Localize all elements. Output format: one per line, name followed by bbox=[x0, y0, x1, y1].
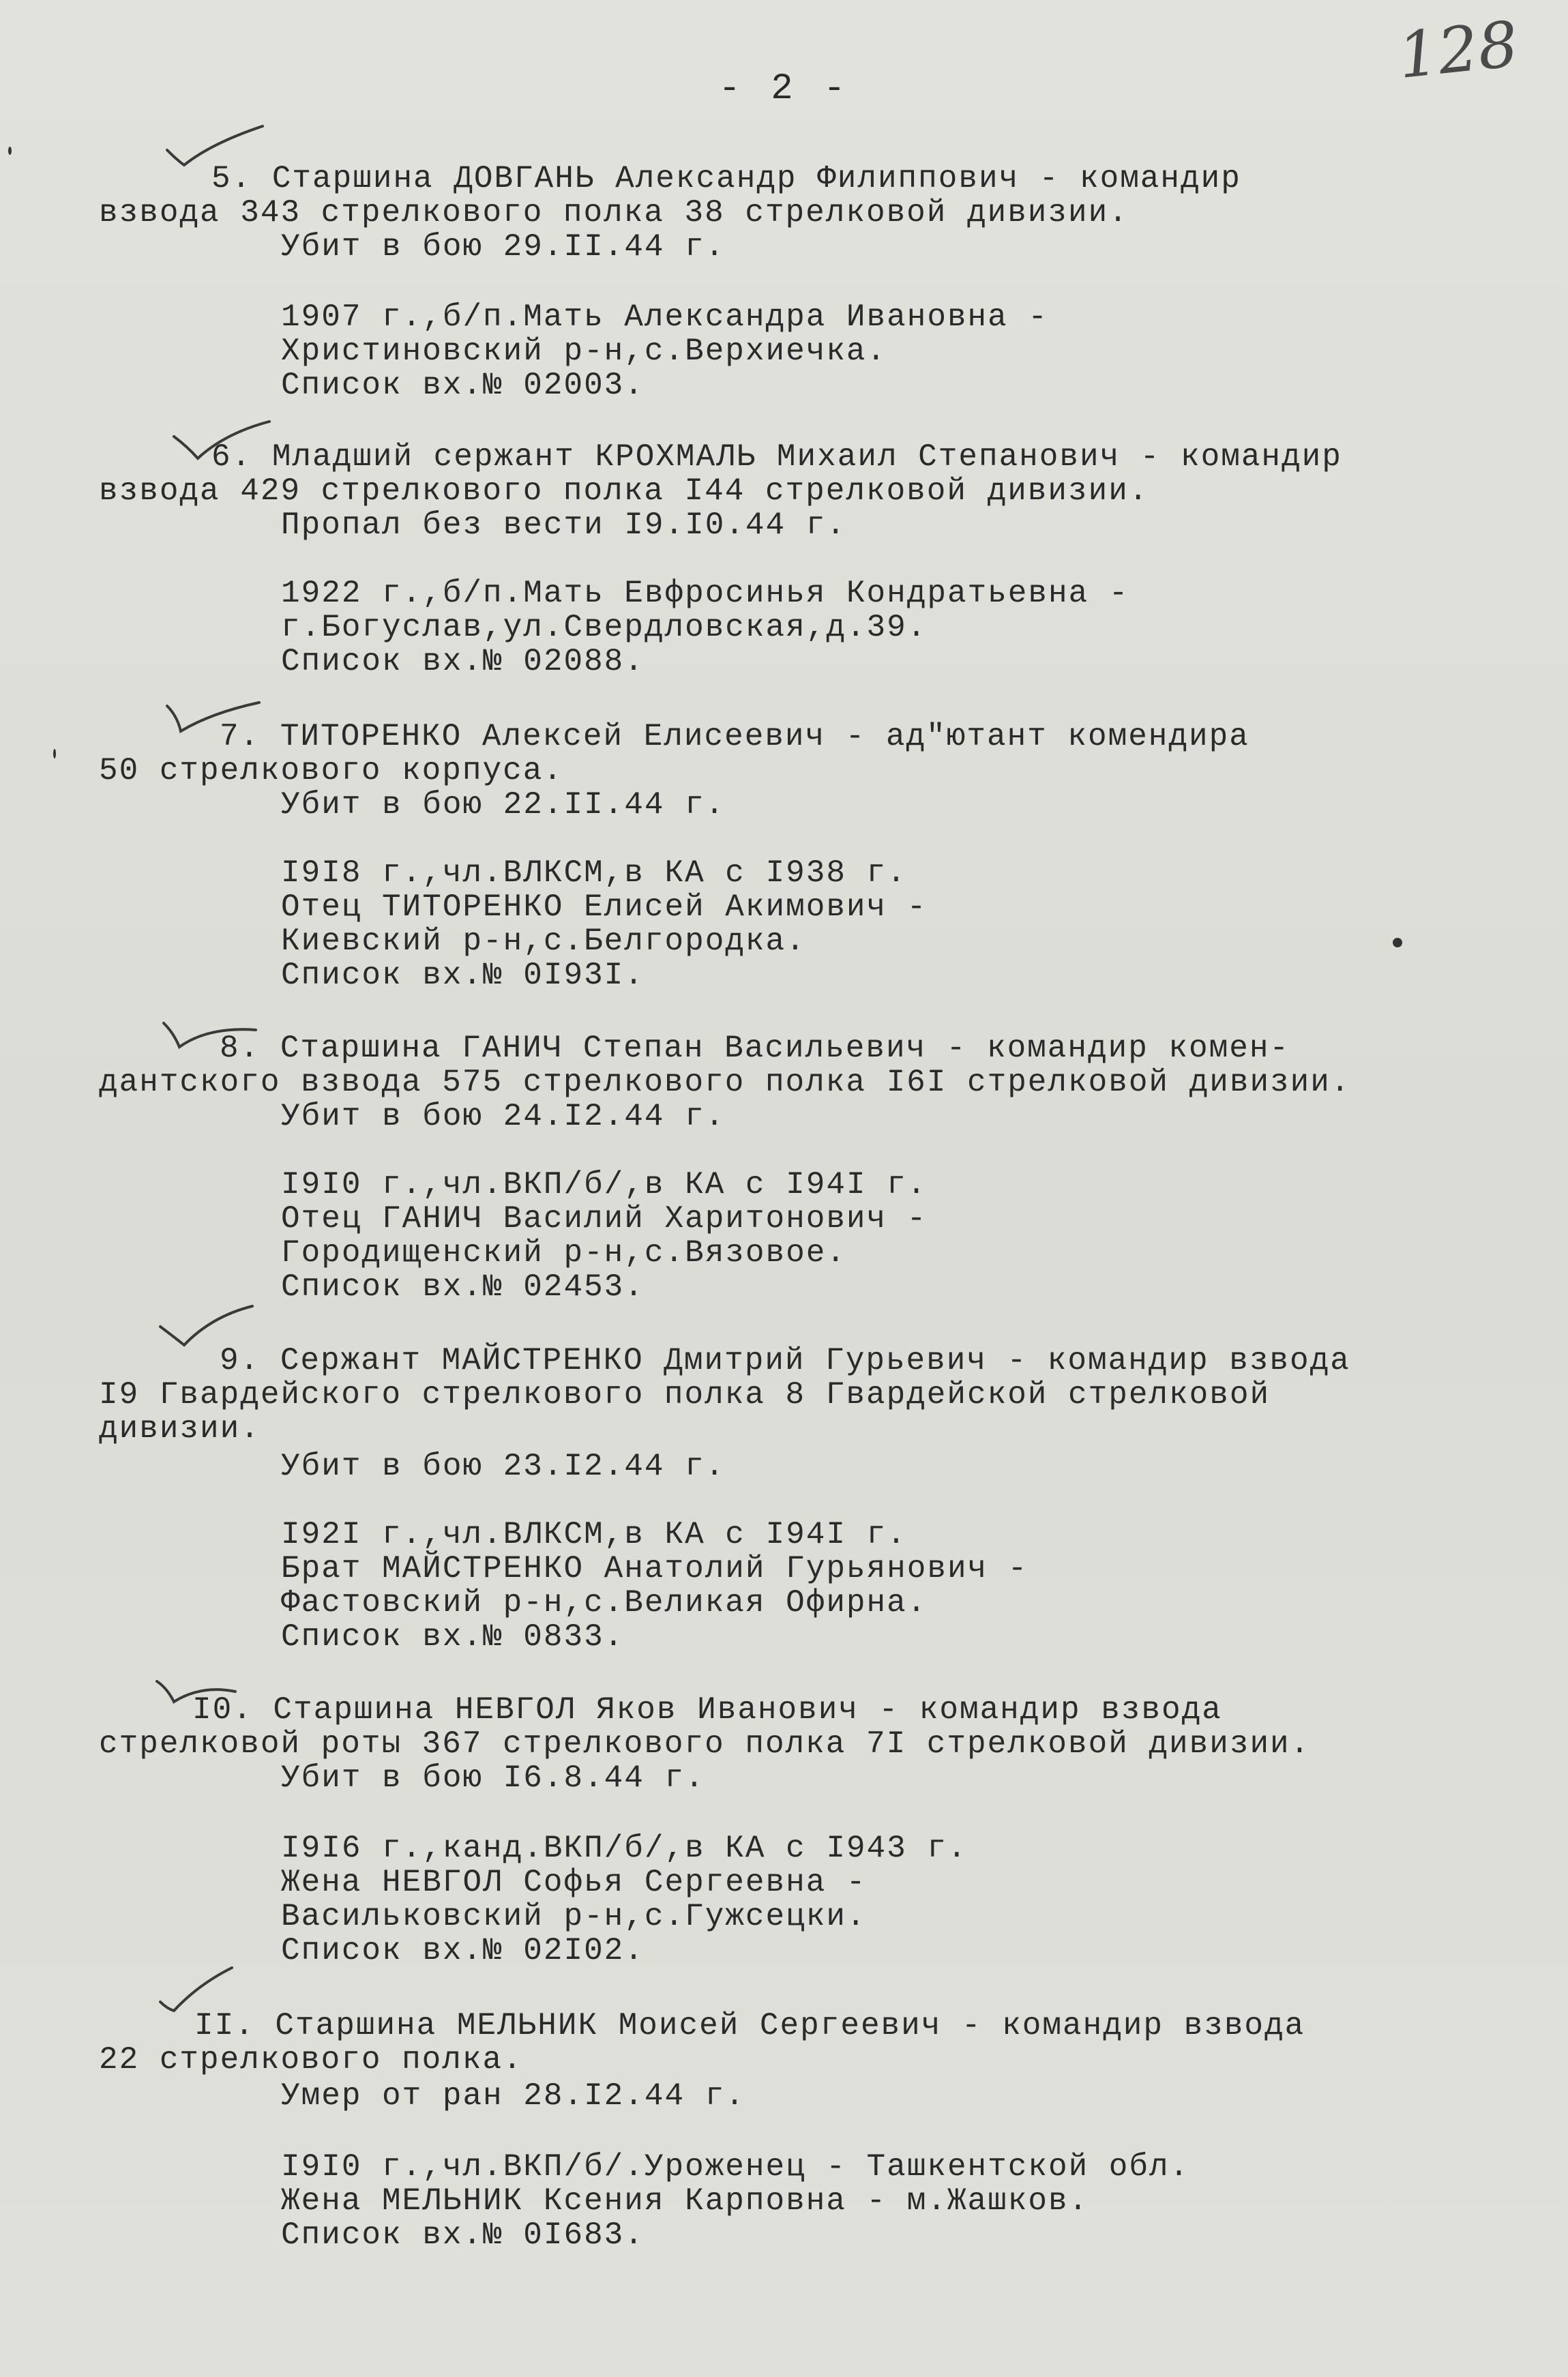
entry-status: Умер от ран 28.I2.44 г. bbox=[281, 2078, 745, 2114]
page-number: - 2 - bbox=[718, 68, 850, 110]
entry-detail: Список вх.№ 0I683. bbox=[281, 2217, 645, 2253]
entry-detail: Список вх.№ 0I93I. bbox=[281, 958, 645, 993]
entry-detail: Жена НЕВГОЛ Софья Сергеевна - bbox=[281, 1865, 867, 1900]
ink-speck bbox=[8, 147, 12, 155]
entry-line: 22 стрелкового полка. bbox=[99, 2042, 523, 2078]
entry-detail: Христиновский р-н,с.Верхиечка. bbox=[281, 334, 887, 369]
entry-detail: I9I0 г.,чл.ВКП/б/.Уроженец - Ташкентской обл. bbox=[281, 2149, 1190, 2185]
entry-detail: Список вх.№ 02003. bbox=[281, 368, 645, 403]
entry-line: взвода 343 стрелкового полка 38 стрелковой дивизии. bbox=[99, 195, 1129, 231]
entry-detail: Список вх.№ 02I02. bbox=[281, 1933, 645, 1968]
entry-line: 9. Сержант МАЙСТРЕНКО Дмитрий Гурьевич - командир взвода bbox=[220, 1343, 1350, 1378]
entry-detail: I92I г.,чл.ВЛКСМ,в КА с I94I г. bbox=[281, 1517, 907, 1552]
entry-status: Убит в бою 29.II.44 г. bbox=[281, 229, 726, 265]
entry-detail: Городищенский р-н,с.Вязовое. bbox=[281, 1235, 846, 1271]
entry-detail: Брат МАЙСТРЕНКО Анатолий Гурьянович - bbox=[281, 1551, 1029, 1586]
entry-detail: Васильковский р-н,с.Гужсецки. bbox=[281, 1899, 867, 1934]
entry-line: 50 стрелкового корпуса. bbox=[99, 753, 563, 788]
ink-speck bbox=[53, 749, 56, 758]
folio-number: 128 bbox=[1394, 8, 1522, 93]
entry-detail: Список вх.№ 0833. bbox=[281, 1619, 625, 1655]
entry-detail: I9I6 г.,канд.ВКП/б/,в КА с I943 г. bbox=[281, 1831, 968, 1866]
entry-detail: I9I8 г.,чл.ВЛКСМ,в КА с I938 г. bbox=[281, 855, 907, 891]
entry-detail: Список вх.№ 02088. bbox=[281, 644, 645, 679]
entry-line: 5. Старшина ДОВГАНЬ Александр Филиппович - командир bbox=[211, 161, 1241, 196]
entry-detail: г.Богуслав,ул.Свердловская,д.39. bbox=[281, 610, 928, 645]
entry-line: 6. Младший сержант КРОХМАЛЬ Михаил Степанович - командир bbox=[211, 439, 1342, 475]
entry-line: I0. Старшина НЕВГОЛ Яков Иванович - командир взвода bbox=[192, 1692, 1222, 1728]
entry-detail: Отец ГАНИЧ Василий Харитонович - bbox=[281, 1201, 928, 1237]
entry-status: Убит в бою 23.I2.44 г. bbox=[281, 1449, 726, 1484]
entry-line: стрелковой роты 367 стрелкового полка 7I стрелковой дивизии. bbox=[99, 1726, 1311, 1762]
entry-status: Убит в бою I6.8.44 г. bbox=[281, 1760, 705, 1796]
entry-detail: Киевский р-н,с.Белгородка. bbox=[281, 924, 806, 959]
entry-detail: Отец ТИТОРЕНКО Елисей Акимович - bbox=[281, 889, 928, 925]
entry-detail: Жена МЕЛЬНИК Ксения Карповна - м.Жашков. bbox=[281, 2183, 1089, 2219]
checkmark-icon bbox=[157, 1964, 259, 2012]
entry-detail: I9I0 г.,чл.ВКП/б/,в КА с I94I г. bbox=[281, 1167, 928, 1202]
entry-detail: Фастовский р-н,с.Великая Офирна. bbox=[281, 1585, 928, 1621]
entry-status: Убит в бою 24.I2.44 г. bbox=[281, 1099, 726, 1134]
entry-status: Пропал без вести I9.I0.44 г. bbox=[281, 507, 846, 543]
entry-detail: Список вх.№ 02453. bbox=[281, 1269, 645, 1305]
entry-line: дантского взвода 575 стрелкового полка I6I стрелковой дивизии. bbox=[99, 1065, 1351, 1100]
entry-line: 8. Старшина ГАНИЧ Степан Васильевич - командир комен- bbox=[220, 1031, 1290, 1066]
entry-status: Убит в бою 22.II.44 г. bbox=[281, 787, 726, 823]
entry-detail: 1907 г.,б/п.Мать Александра Ивановна - bbox=[281, 299, 1048, 335]
ink-speck bbox=[1393, 938, 1402, 947]
entry-line: II. Старшина МЕЛЬНИК Моисей Сергеевич - командир взвода bbox=[194, 2008, 1305, 2043]
entry-line: I9 Гвардейского стрелкового полка 8 Гвардейской стрелковой bbox=[99, 1377, 1271, 1413]
entry-line: дивизии. bbox=[99, 1411, 261, 1447]
entry-line: взвода 429 стрелкового полка I44 стрелковой дивизии. bbox=[99, 473, 1149, 509]
entry-line: 7. ТИТОРЕНКО Алексей Елисеевич - ад"ютант комендира bbox=[220, 719, 1249, 754]
entry-detail: 1922 г.,б/п.Мать Евфросинья Кондратьевна - bbox=[281, 576, 1129, 611]
